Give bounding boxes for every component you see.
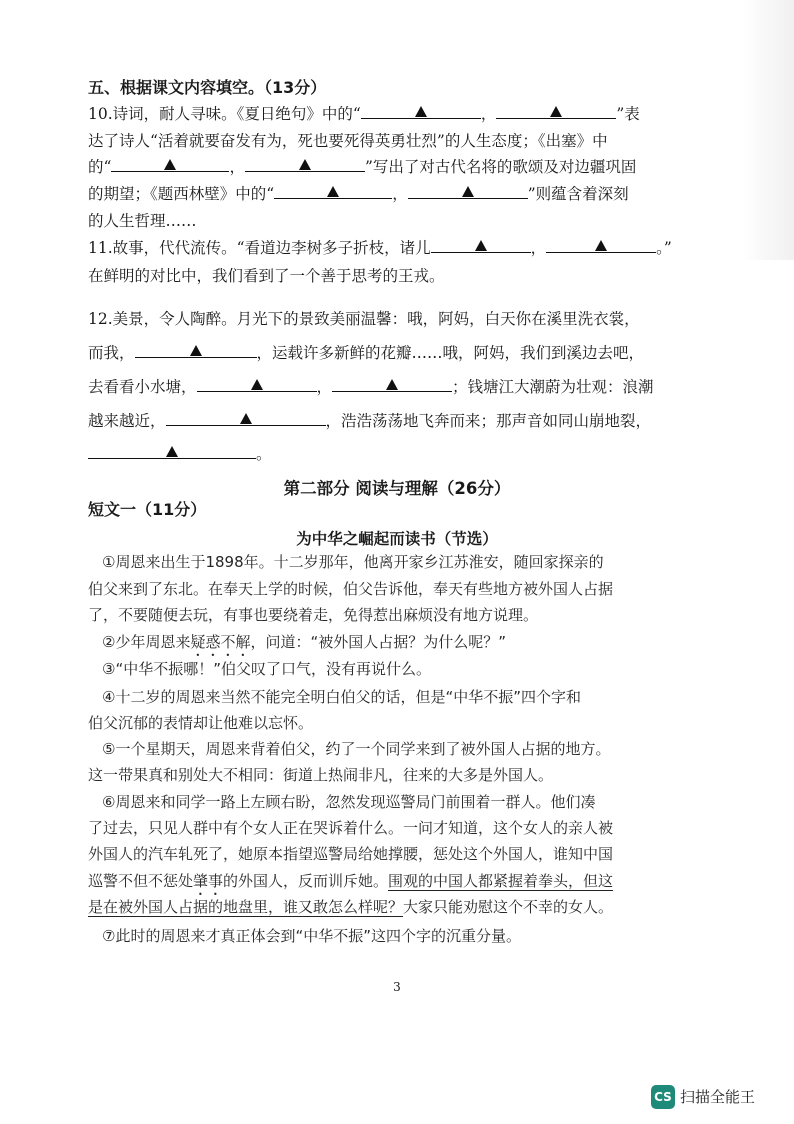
question-10-line-3: 的“ ， ”写出了对古代名将的歌颂及对边疆巩固 — [88, 158, 637, 176]
paragraph-1-line-1: ①周恩来出生于1898年。十二岁那年，他离开家乡江苏淮安，随回家探亲的 — [102, 553, 604, 571]
paragraph-5-line-1: ⑤一个星期天，周恩来背着伯父，约了一个同学来到了被外国人占据的地方。 — [102, 740, 611, 758]
paragraph-6-line-1: ⑥周恩来和同学一路上左顾右盼，忽然发现巡警局门前围着一群人。他们凑 — [102, 793, 596, 811]
answer-blank[interactable] — [431, 238, 531, 253]
blank-marker-icon — [240, 413, 252, 424]
question-12-line-2: 而我， ，运载许多新鲜的花瓣……哦，阿妈，我们到溪边去吧， — [88, 344, 645, 362]
underlined-sentence: 是在被外国人占据的地盘里，谁又敢怎么样呢？ — [88, 898, 404, 916]
blank-marker-icon — [415, 106, 427, 117]
blank-marker-icon — [462, 186, 474, 197]
blank-marker-icon — [475, 240, 487, 251]
question-10-line-2: 达了诗人“活着就要奋发有为，死也要死得英勇壮烈”的人生态度；《出塞》中 — [88, 132, 608, 150]
answer-blank[interactable] — [546, 238, 656, 253]
camscanner-logo-icon: CS — [651, 1085, 675, 1109]
answer-blank[interactable] — [496, 104, 616, 119]
paragraph-4-line-1: ④十二岁的周恩来当然不能完全明白伯父的话，但是“中华不振”四个字和 — [102, 688, 581, 706]
underlined-sentence: 围观的中国人都紧握着拳头，但这 — [388, 872, 614, 890]
blank-marker-icon — [251, 379, 263, 390]
answer-blank[interactable] — [88, 444, 256, 459]
blank-marker-icon — [386, 379, 398, 390]
blank-marker-icon — [327, 186, 339, 197]
question-12-line-4: 越来越近， ，浩浩荡荡地飞奔而来；那声音如同山崩地裂， — [88, 412, 652, 430]
paragraph-6-line-5: 是在被外国人占据的地盘里，谁又敢怎么样呢？大家只能劝慰这个不幸的女人。 — [88, 898, 614, 916]
question-12-line-5: 。 — [88, 444, 272, 464]
paragraph-6-line-3: 外国人的汽车轧死了，她原本指望巡警局给她撑腰，惩处这个外国人，谁知中国 — [88, 845, 614, 863]
emphasized-phrase: 疑惑不解 — [190, 633, 251, 651]
answer-blank[interactable] — [197, 377, 317, 392]
question-10-line-5: 的人生哲理…… — [88, 212, 197, 230]
blank-marker-icon — [595, 240, 607, 251]
paragraph-1-line-2: 伯父来到了东北。在奉天上学的时候，伯父告诉他，奉天有些地方被外国人占据 — [88, 580, 614, 598]
emphasized-word: 肇事 — [193, 872, 224, 890]
blank-marker-icon — [164, 159, 176, 170]
page-number: 3 — [393, 980, 401, 994]
section-heading: 五、根据课文内容填空。（13分） — [88, 78, 327, 97]
paragraph-5-line-2: 这一带果真和别处大不相同：街道上热闹非凡，往来的大多是外国人。 — [88, 766, 554, 784]
paragraph-6-line-4: 巡警不但不惩处肇事的外国人，反而训斥她。围观的中国人都紧握着拳头，但这 — [88, 872, 614, 890]
blank-marker-icon — [190, 345, 202, 356]
question-12-line-3: 去看看小水塘， ， ；钱塘江大潮蔚为壮观：浪潮 — [88, 378, 654, 396]
paragraph-6-line-2: 了过去，只见人群中有个女人正在哭诉着什么。一问才知道，这个女人的亲人被 — [88, 819, 614, 837]
question-10-line-1: 10.诗词，耐人寻味。《夏日绝句》中的“ ， ”表 — [88, 105, 640, 123]
paragraph-3: ③“中华不振哪！”伯父叹了口气，没有再说什么。 — [102, 660, 431, 678]
answer-blank[interactable] — [361, 104, 481, 119]
scan-shadow — [742, 0, 794, 260]
blank-marker-icon — [550, 106, 562, 117]
paragraph-1-line-3: 了，不要随便去玩，有事也要绕着走，免得惹出麻烦没有地方说理。 — [88, 606, 539, 624]
answer-blank[interactable] — [166, 411, 326, 426]
answer-blank[interactable] — [332, 377, 452, 392]
question-11-line-1: 11.故事，代代流传。“看道边李树多子折枝，诸儿 ， 。” — [88, 239, 672, 257]
paragraph-2: ②少年周恩来疑惑不解，问道：“被外国人占据？为什么呢？” — [102, 633, 507, 651]
answer-blank[interactable] — [245, 157, 365, 172]
answer-blank[interactable] — [135, 343, 257, 358]
paragraph-4-line-2: 伯父沉郁的表情却让他难以忘怀。 — [88, 714, 314, 732]
part-2-title: 第二部分 阅读与理解（26分） — [283, 479, 511, 498]
blank-marker-icon — [299, 159, 311, 170]
question-12-line-1: 12.美景，令人陶醉。月光下的景致美丽温馨：哦，阿妈，白天你在溪里洗衣裳， — [88, 310, 640, 328]
passage-1-heading: 短文一（11分） — [88, 500, 207, 519]
answer-blank[interactable] — [408, 184, 528, 199]
article-title: 为中华之崛起而读书（节选） — [296, 530, 498, 548]
scanner-brand: 扫描全能王 — [680, 1088, 756, 1106]
question-11-line-2: 在鲜明的对比中，我们看到了一个善于思考的王戎。 — [88, 267, 445, 285]
blank-marker-icon — [166, 446, 178, 457]
question-10-line-4: 的期望；《题西林壁》中的“ ， ”则蕴含着深刻 — [88, 185, 629, 203]
paragraph-7: ⑦此时的周恩来才真正体会到“中华不振”这四个字的沉重分量。 — [102, 927, 521, 945]
answer-blank[interactable] — [274, 184, 392, 199]
answer-blank[interactable] — [111, 157, 229, 172]
